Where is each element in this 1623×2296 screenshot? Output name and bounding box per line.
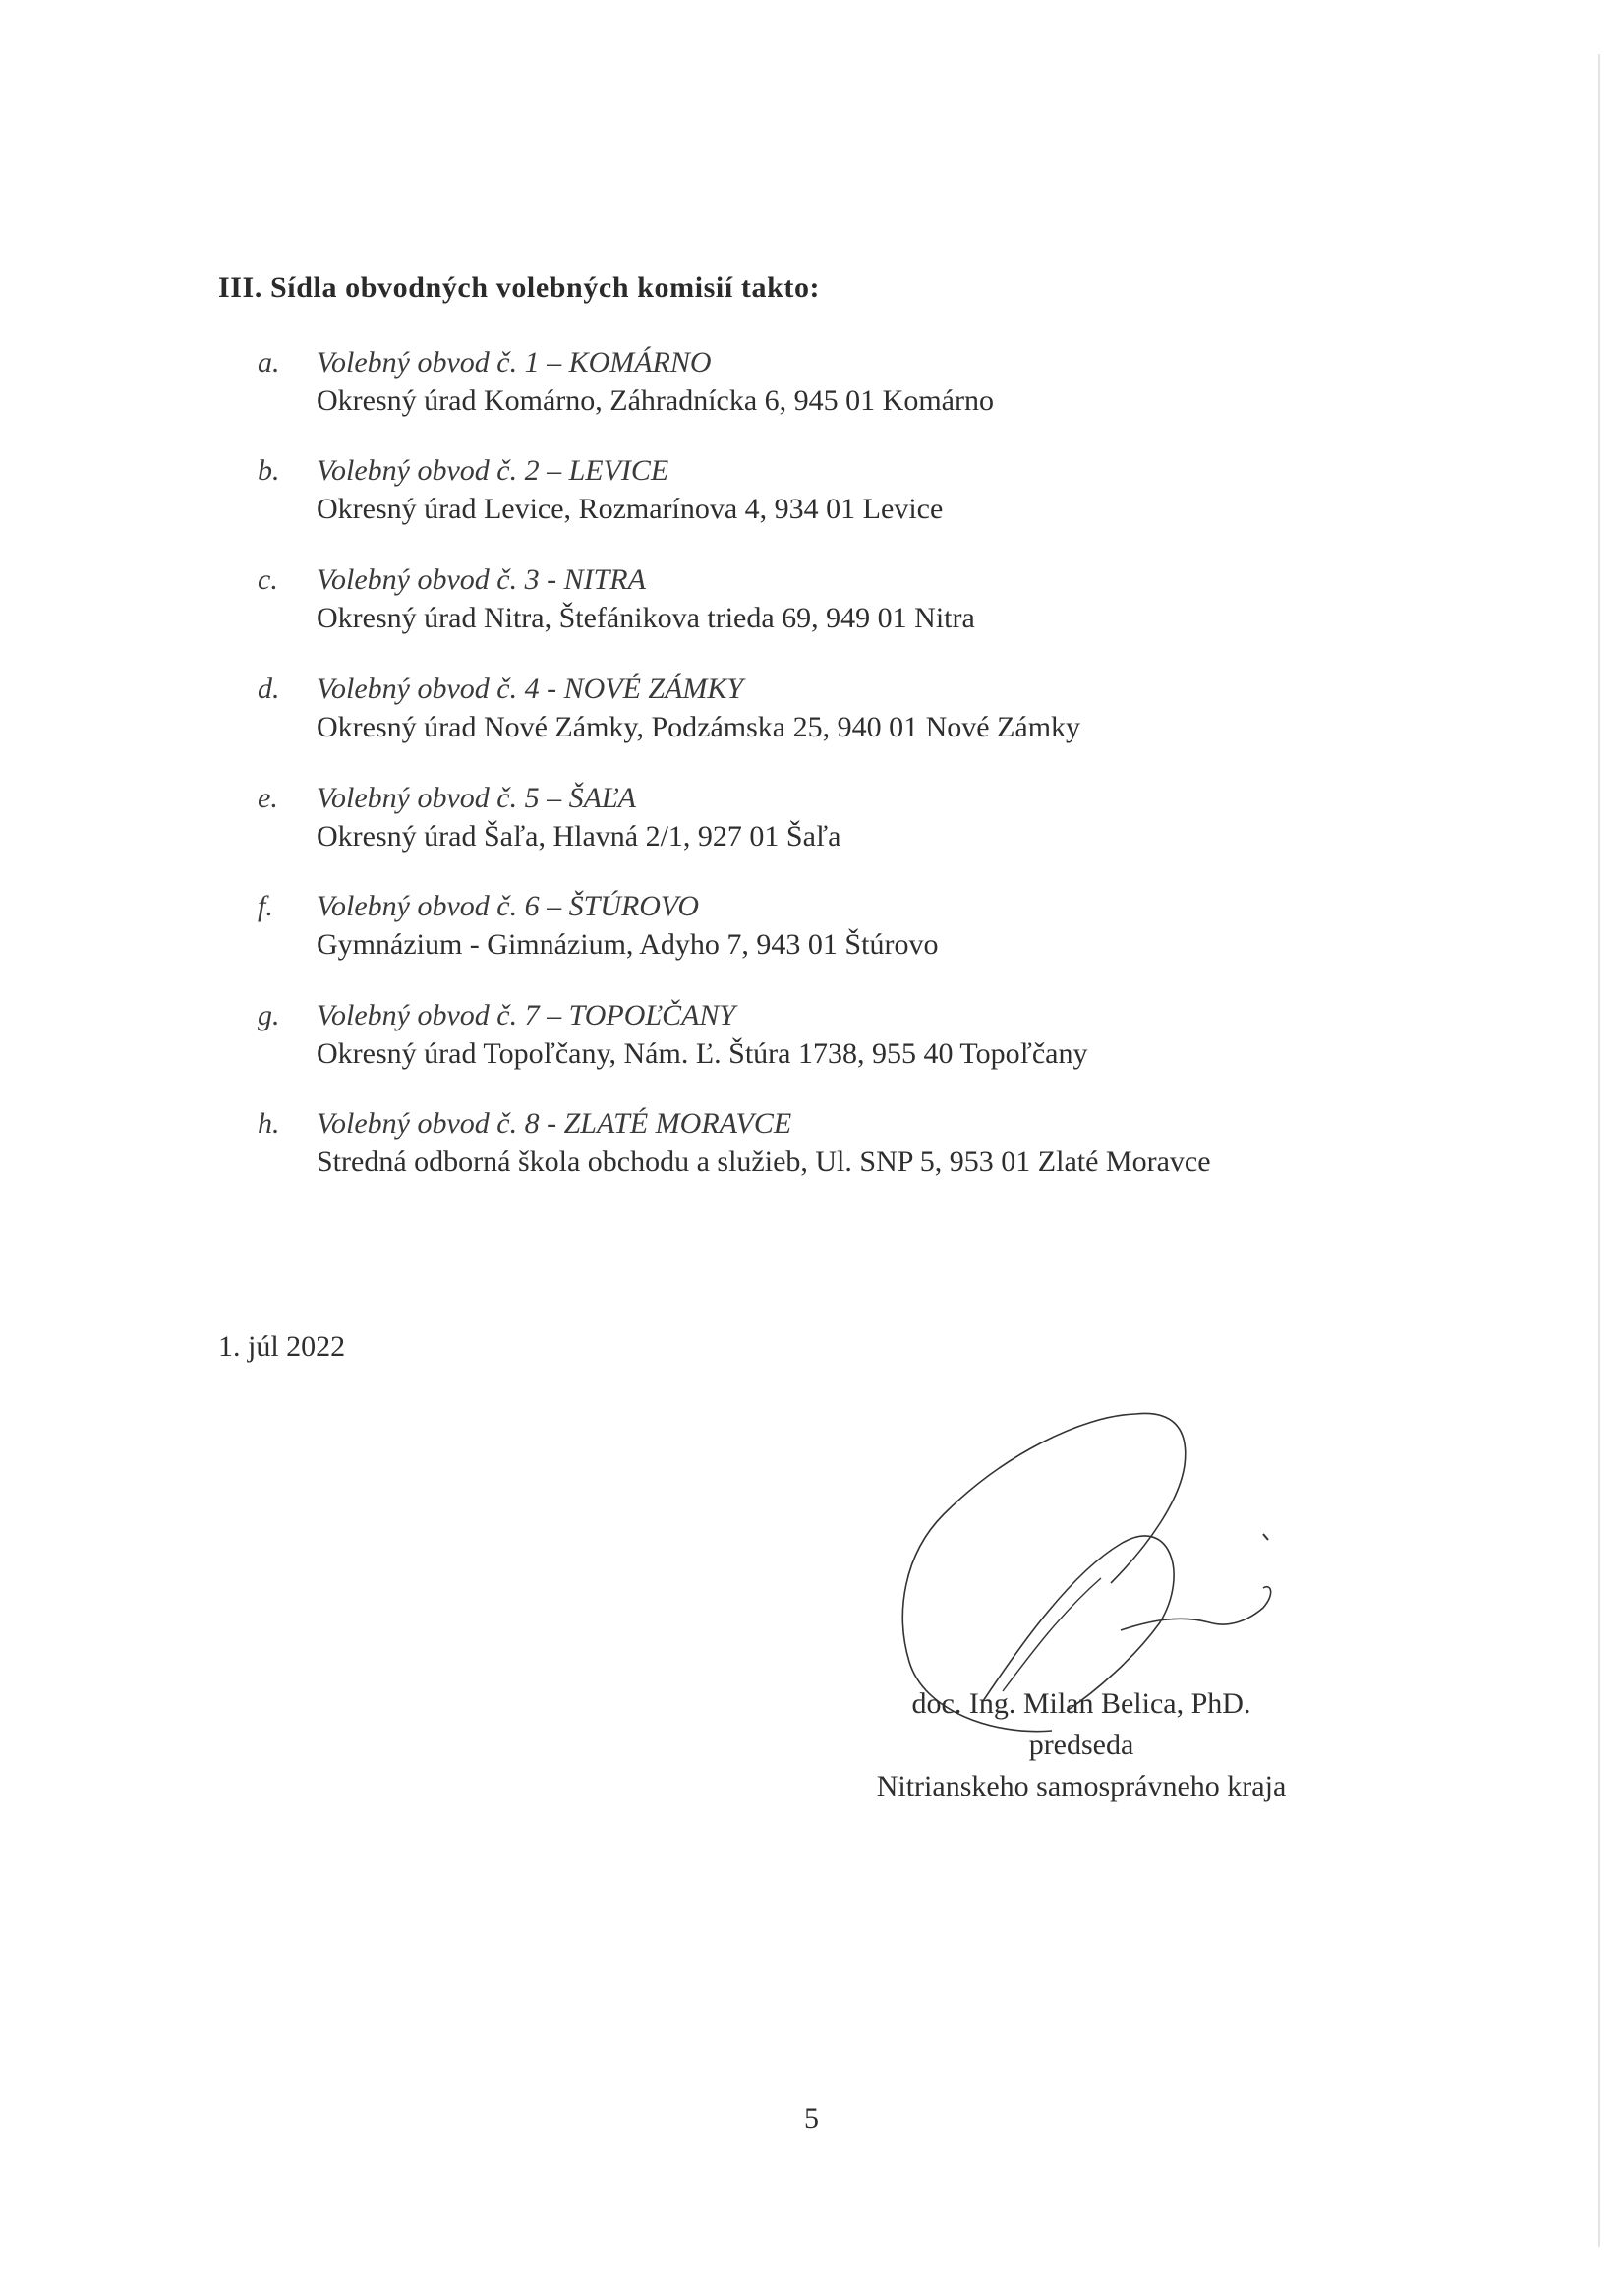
item-address: Okresný úrad Šaľa, Hlavná 2/1, 927 01 Šaľa <box>317 820 841 853</box>
item-district: Volebný obvod č. 8 - ZLATÉ MORAVCE <box>317 1107 792 1140</box>
item-address: Okresný úrad Nové Zámky, Podzámska 25, 940 01 Nové Zámky <box>317 711 1081 743</box>
item-district: Volebný obvod č. 3 - NITRA <box>317 563 646 596</box>
item-address: Okresný úrad Topoľčany, Nám. Ľ. Štúra 1738, 955 40 Topoľčany <box>317 1037 1088 1070</box>
signature-block <box>806 1683 1357 1807</box>
item-district: Volebný obvod č. 5 – ŠAĽA <box>317 782 636 814</box>
page-number: 5 <box>804 2102 819 2135</box>
item-letter: f. <box>258 890 273 922</box>
item-district: Volebný obvod č. 4 - NOVÉ ZÁMKY <box>317 673 744 705</box>
document-date: 1. júl 2022 <box>218 1330 346 1363</box>
item-letter: h. <box>258 1107 280 1140</box>
item-district: Volebný obvod č. 6 – ŠTÚROVO <box>317 890 700 922</box>
section-heading: III. Sídla obvodných volebných komisií takto: <box>218 271 821 304</box>
item-letter: d. <box>258 673 280 705</box>
item-letter: c. <box>258 563 278 596</box>
signatory-organization: Nitrianskeho samosprávneho kraja <box>876 1770 1287 1802</box>
item-letter: a. <box>258 346 280 379</box>
item-address: Okresný úrad Komárno, Záhradnícka 6, 945 01 Komárno <box>317 384 994 417</box>
item-district: Volebný obvod č. 1 – KOMÁRNO <box>317 346 712 379</box>
signatory-role: predseda <box>1028 1729 1134 1761</box>
item-address: Okresný úrad Nitra, Štefánikova trieda 69, 949 01 Nitra <box>317 602 975 634</box>
item-district: Volebný obvod č. 7 – TOPOĽČANY <box>317 999 736 1031</box>
item-letter: b. <box>258 454 280 487</box>
item-address: Okresný úrad Levice, Rozmarínova 4, 934 01 Levice <box>317 493 944 525</box>
scan-edge-line <box>1598 54 1600 2247</box>
item-letter: g. <box>258 999 280 1031</box>
item-address: Gymnázium - Gimnázium, Adyho 7, 943 01 Štúrovo <box>317 928 939 961</box>
signatory-name: doc. Ing. Milan Belica, PhD. <box>911 1687 1251 1720</box>
item-district: Volebný obvod č. 2 – LEVICE <box>317 454 669 487</box>
item-address: Stredná odborná škola obchodu a služieb, Ul. SNP 5, 953 01 Zlaté Moravce <box>317 1146 1211 1178</box>
item-letter: e. <box>258 782 278 814</box>
